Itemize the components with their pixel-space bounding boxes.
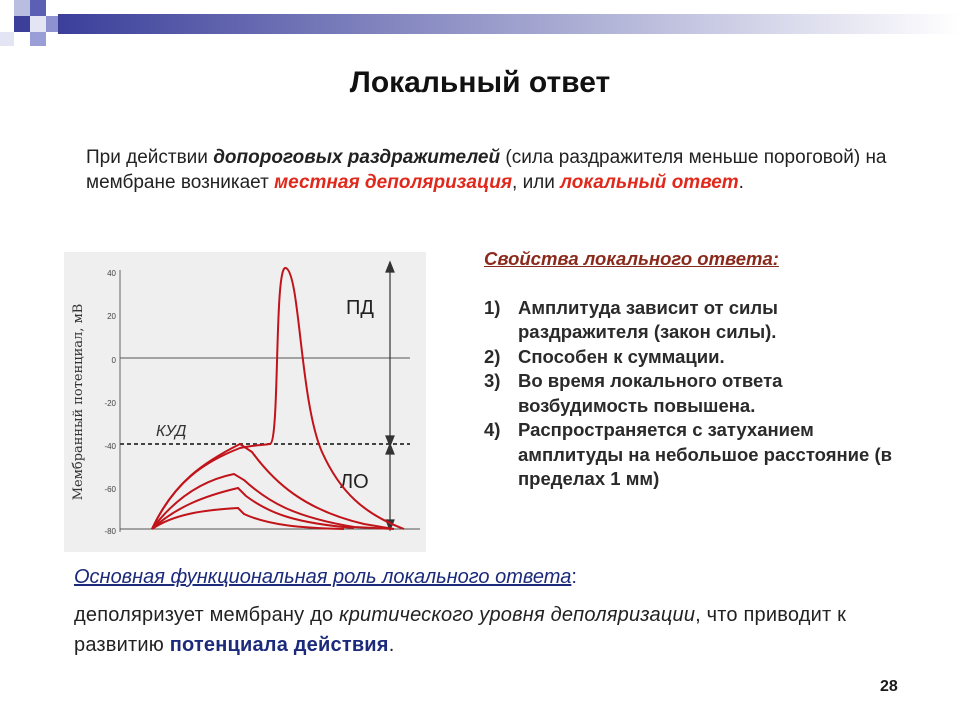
lo-label: ЛО xyxy=(340,471,369,493)
y-tick-label: -60 xyxy=(104,485,116,494)
role-highlight: потенциала действия xyxy=(169,634,389,656)
role-emphasis: критического уровня деполяризации xyxy=(339,604,696,626)
y-tick-label: -80 xyxy=(104,527,116,536)
intro-text: . xyxy=(738,172,744,193)
property-item xyxy=(484,345,904,370)
properties-heading: Свойства локального ответа: xyxy=(484,248,779,269)
role-heading-text: Основная функциональная роль локального ответа xyxy=(74,566,572,588)
y-tick-label: -20 xyxy=(104,399,116,408)
property-text: Способен к суммации. xyxy=(518,345,725,367)
property-item xyxy=(484,296,904,345)
intro-highlight: локальный ответ xyxy=(560,172,739,193)
role-text: деполяризует мембрану до xyxy=(74,604,340,626)
property-item xyxy=(484,418,904,492)
properties-list xyxy=(484,296,904,492)
page-number: 28 xyxy=(880,678,898,695)
properties-block xyxy=(484,247,904,492)
property-number: 1) xyxy=(484,296,501,318)
property-item xyxy=(484,369,904,418)
role-heading xyxy=(74,566,577,589)
role-paragraph xyxy=(74,600,914,660)
role-text: . xyxy=(388,634,395,656)
membrane-potential-graph xyxy=(64,252,426,552)
intro-text: , или xyxy=(512,172,561,193)
slide-title: Локальный ответ xyxy=(349,66,611,99)
header-decoration xyxy=(0,0,960,60)
y-tick-label: -40 xyxy=(104,442,116,451)
y-tick-label: 20 xyxy=(107,312,116,321)
property-number: 4) xyxy=(484,419,501,440)
intro-paragraph xyxy=(86,145,906,195)
intro-emphasis: допороговых раздражителей xyxy=(213,147,501,168)
role-text: , что приводит к развитию xyxy=(74,604,847,656)
y-tick-label: 40 xyxy=(107,269,116,278)
property-text: Во время локального ответа возбудимость повышена. xyxy=(518,370,783,416)
pd-label: ПД xyxy=(346,297,374,319)
property-number: 3) xyxy=(484,370,501,391)
intro-highlight: местная деполяризация xyxy=(274,172,513,193)
intro-text: (сила раздражителя меньше пороговой) на мембране возникает xyxy=(86,147,887,193)
y-tick-label: 0 xyxy=(111,356,116,365)
local-response-curve xyxy=(152,488,354,529)
role-heading-colon: : xyxy=(571,566,577,588)
kud-label: КУД xyxy=(156,423,187,440)
property-number: 2) xyxy=(484,345,501,367)
intro-text: При действии xyxy=(86,147,214,168)
graph-svg xyxy=(64,252,426,552)
property-text: Распространяется с затуханием амплитуды на небольшое расстояние (в пределах 1 мм) xyxy=(518,419,893,489)
graph-ylabel: Мембранный потенциал, мВ xyxy=(71,303,86,501)
property-text: Амплитуда зависит от силы раздражителя (закон силы). xyxy=(518,296,778,342)
amplitude-arrows xyxy=(386,262,394,530)
